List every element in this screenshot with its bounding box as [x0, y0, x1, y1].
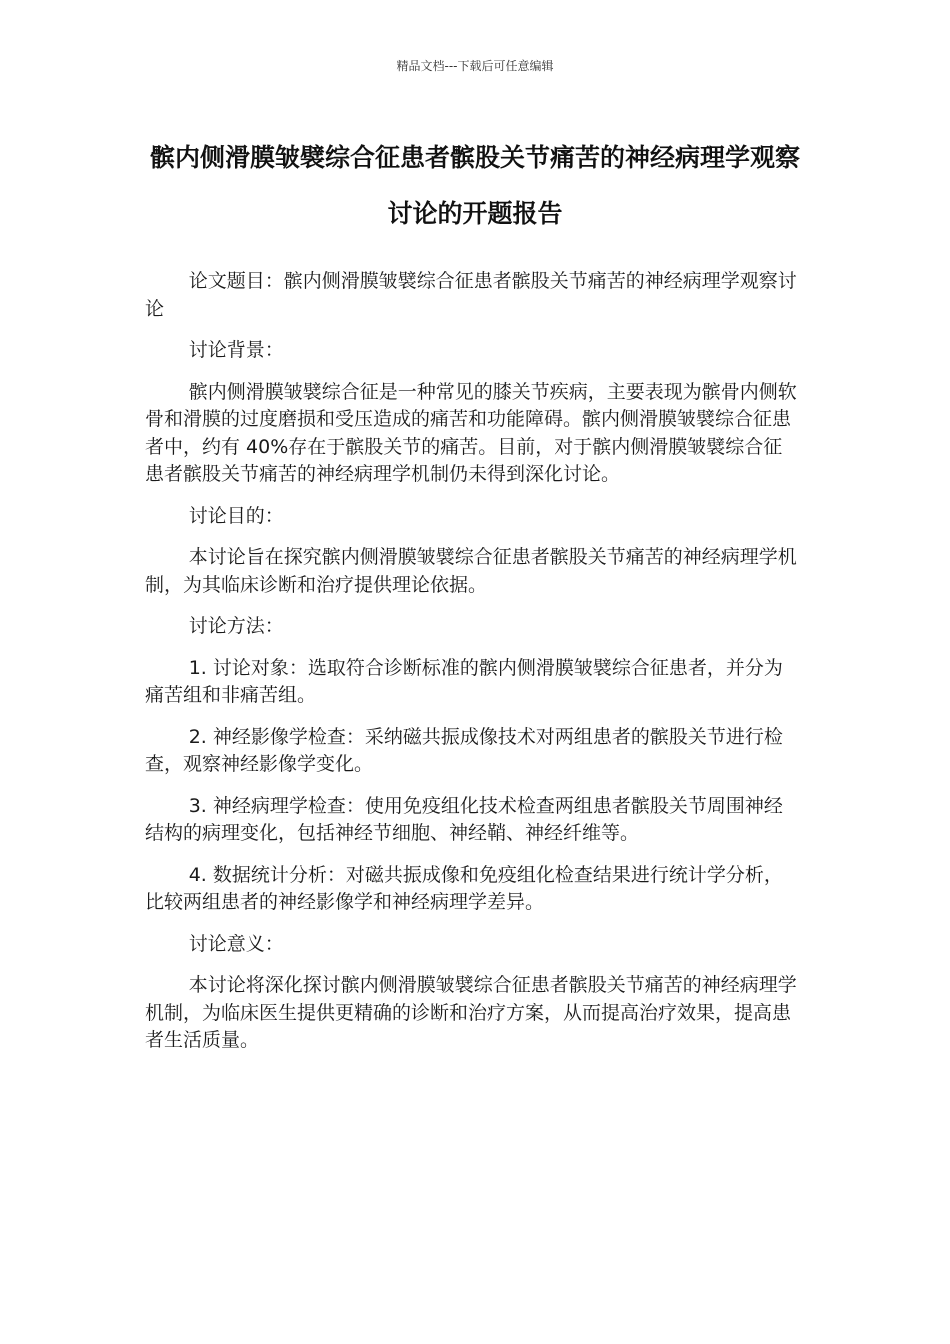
heading-background: 讨论背景： — [188, 339, 284, 361]
paragraph-significance: 本讨论将深化探讨髌内侧滑膜皱襞综合征患者髌股关节痛苦的神经病理学机制，为临床医生提供更精确的诊断和治疗方案，从而提高治疗效果，提高患者生活质量。 — [145, 974, 797, 1051]
paragraph-thesis-topic: 论文题目：髌内侧滑膜皱襞综合征患者髌股关节痛苦的神经病理学观察讨论 — [145, 270, 797, 320]
method-item-1: 1. 讨论对象：选取符合诊断标准的髌内侧滑膜皱襞综合征患者，并分为痛苦组和非痛苦组。 — [145, 656, 783, 706]
method-item-3: 3. 神经病理学检查：使用免疫组化技术检查两组患者髌股关节周围神经结构的病理变化，包括神经节细胞、神经鞘、神经纤维等。 — [145, 794, 783, 844]
page-header-note: 精品文档---下载后可任意编辑 — [396, 59, 554, 73]
document-title: 髌内侧滑膜皱襞综合征患者髌股关节痛苦的神经病理学观察讨论的开题报告 — [149, 143, 800, 228]
method-item-2: 2. 神经影像学检查：采纳磁共振成像技术对两组患者的髌股关节进行检查，观察神经影像学变化。 — [145, 725, 783, 775]
paragraph-purpose: 本讨论旨在探究髌内侧滑膜皱襞综合征患者髌股关节痛苦的神经病理学机制，为其临床诊断和治疗提供理论依据。 — [145, 546, 797, 596]
heading-significance: 讨论意义： — [188, 932, 284, 955]
heading-methods: 讨论方法： — [188, 615, 284, 637]
heading-purpose: 讨论目的： — [188, 504, 284, 527]
method-item-4: 4. 数据统计分析：对磁共振成像和免疫组化检查结果进行统计学分析，比较两组患者的神经影像学和神经病理学差异。 — [145, 863, 783, 913]
paragraph-background: 髌内侧滑膜皱襞综合征是一种常见的膝关节疾病，主要表现为髌骨内侧软骨和滑膜的过度磨损和受压造成的痛苦和功能障碍。髌内侧滑膜皱襞综合征患者中，约有 40%存在于髌股关节的痛苦。目前，对于髌内侧滑膜皱襞综合征患者髌股关节痛苦的神经病理学机制仍未得到深化讨论。 — [145, 380, 797, 485]
document-body — [145, 268, 797, 1069]
